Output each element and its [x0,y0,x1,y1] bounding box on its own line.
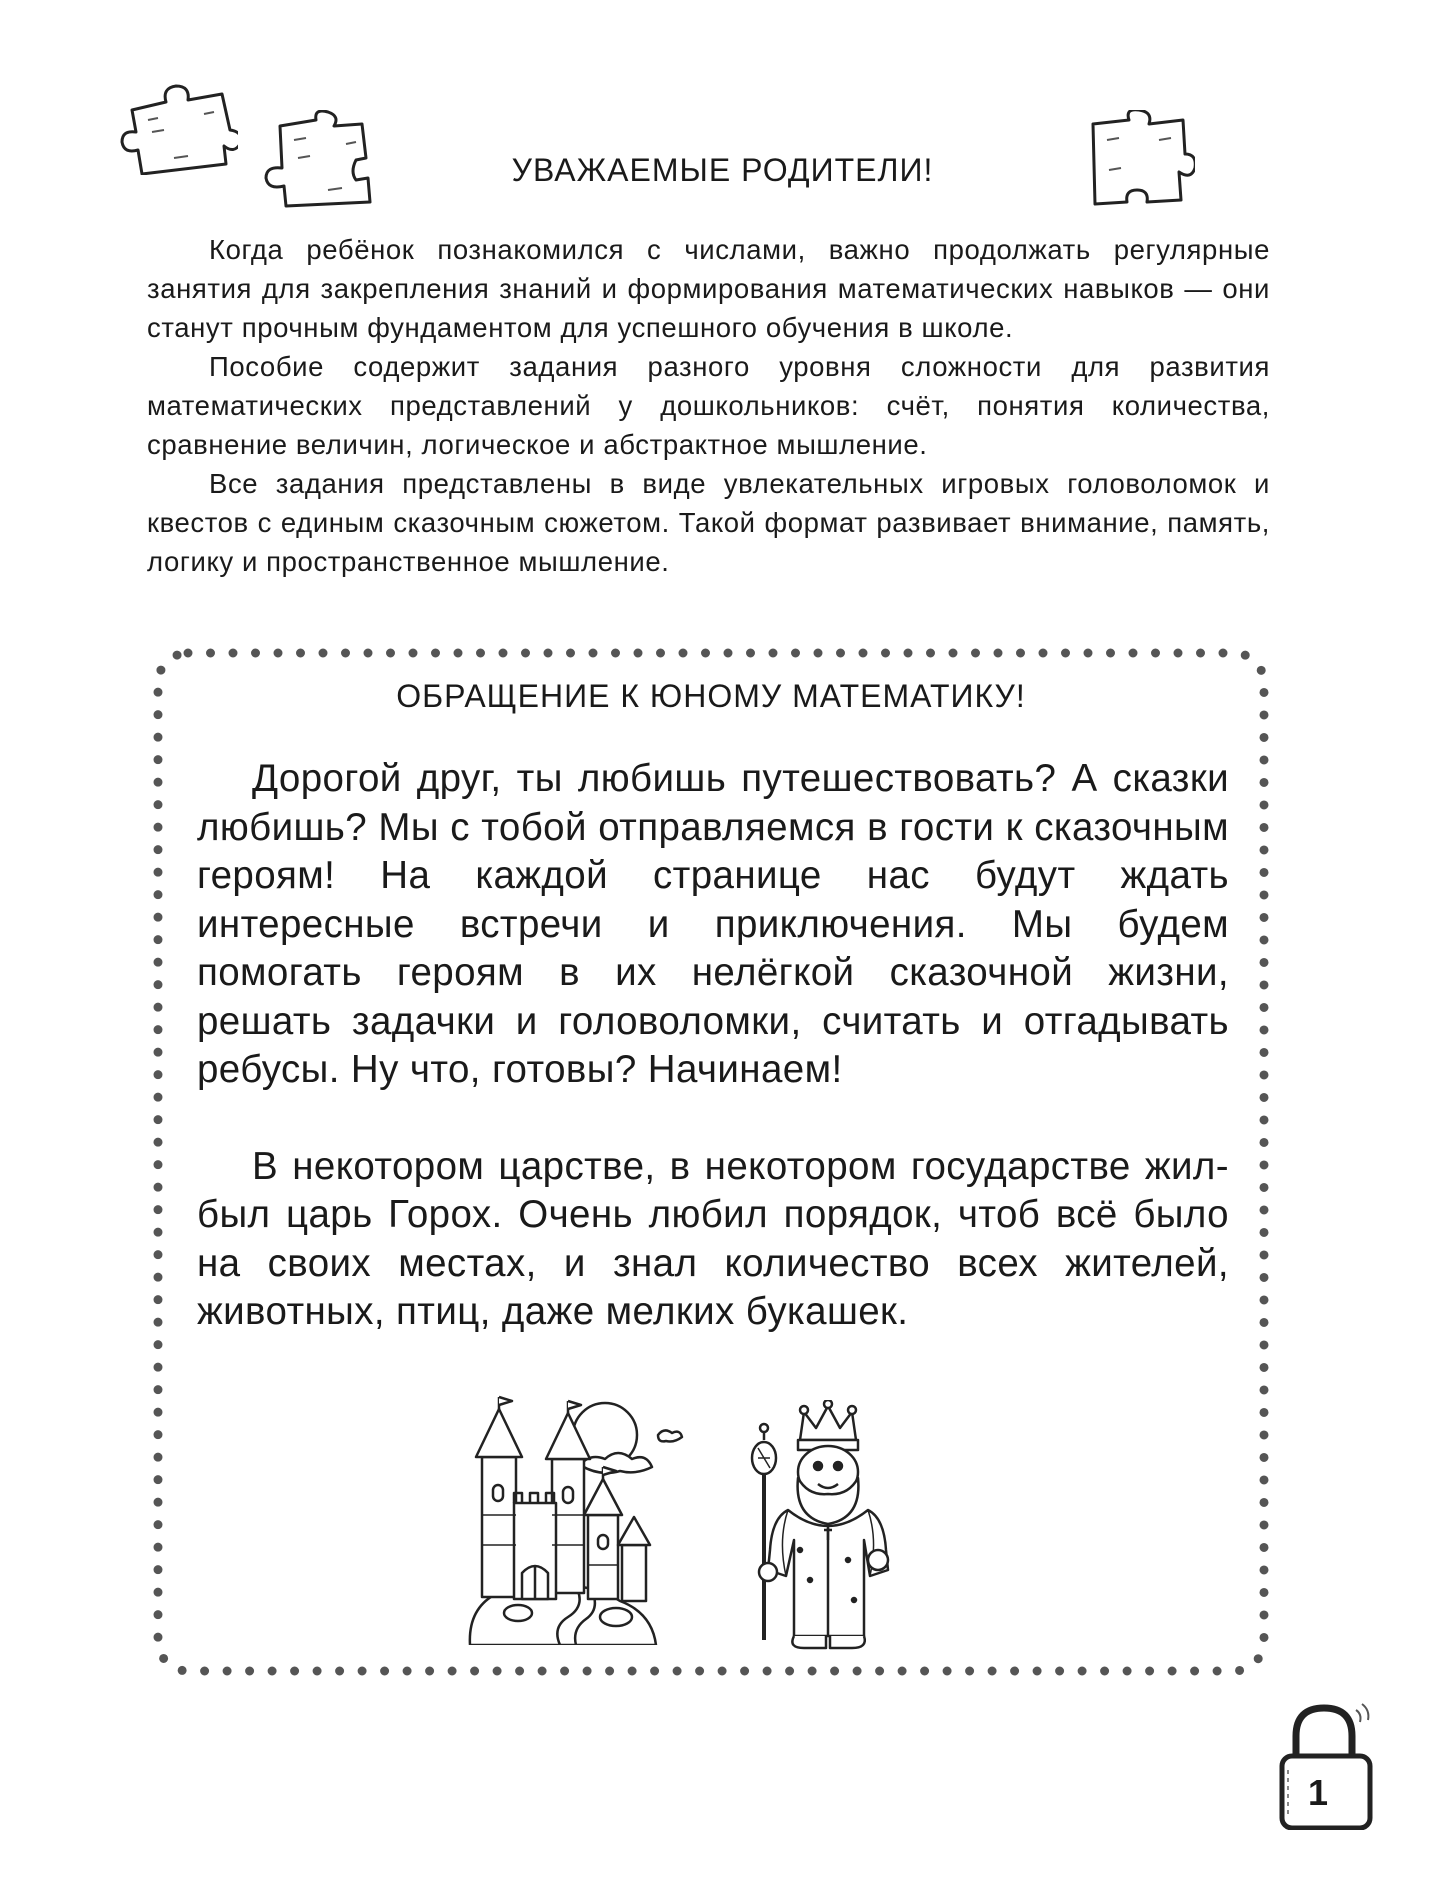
kid-paragraph: В некотором царстве, в некотором государстве жил-был царь Горох. Очень любил порядок, чтоб всё было на своих местах, и знал количество всех жителей, животных, птиц, даже мелких букашек. [197,1144,1229,1333]
parents-paragraph: Когда ребёнок познакомился с числами, важно продолжать регулярные занятия для закрепления знаний и формирования математических навыков — они станут прочным фундаментом для успешного обучения в школе. [147,234,1270,343]
parents-paragraph: Пособие содержит задания разного уровня сложности для развития математических представлений у дошкольников: счёт, понятия количества, сравнение величин, логическое и абстрактное мышление. [147,351,1270,460]
king-illustration [728,1400,913,1655]
castle-illustration [460,1395,685,1650]
parents-text [147,230,1270,581]
page-number: 1 [1307,1772,1329,1813]
parents-heading: УВАЖАЕМЫЕ РОДИТЕЛИ! [511,152,934,188]
kid-paragraph: Дорогой друг, ты любишь путешествовать? А сказки любишь? Мы с тобой отправляемся в гости к сказочным героям! На каждой странице нас будут ждать интересные встречи и приключения. Мы будем помогать героям в их нелёгкой сказочной жизни, решать задачки и головоломки, считать и отгадывать ребусы. Ну что, готовы? Начинаем! [197,757,1229,1091]
parents-paragraph: Все задания представлены в виде увлекательных игровых головоломок и квестов с единым сказочным сюжетом. Такой формат развивает внимание, память, логику и пространственное мышление. [147,468,1270,577]
kid-text [197,755,1229,1337]
kid-heading: ОБРАЩЕНИЕ К ЮНОМУ МАТЕМАТИКУ! [396,678,1026,714]
